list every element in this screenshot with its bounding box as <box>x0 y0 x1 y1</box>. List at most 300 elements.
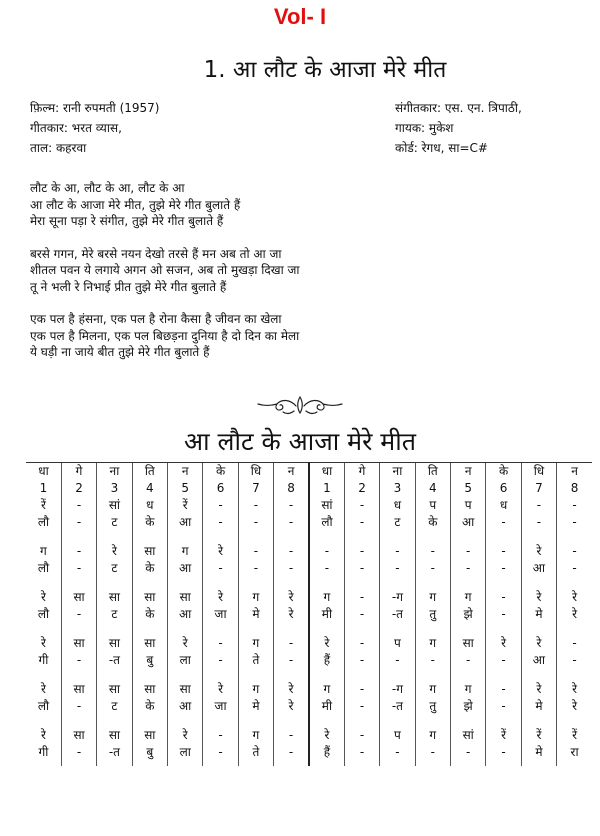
notation-cell: 1 <box>309 480 344 497</box>
notation-spacer-cell <box>274 577 309 589</box>
notation-cell: रे <box>203 681 238 698</box>
notation-spacer-cell <box>380 577 415 589</box>
notation-cell: रे <box>40 682 46 696</box>
notation-cell: मे <box>238 606 273 623</box>
notation-cell: सा <box>132 589 167 606</box>
swara-row <box>26 543 592 560</box>
notation-spacer-cell <box>415 761 450 766</box>
notation-cell: 2 <box>61 480 96 497</box>
lyrics-stanza <box>30 180 300 230</box>
notation-cell: के <box>132 698 167 715</box>
notation-cell: मी <box>309 698 344 715</box>
notation-cell: - <box>238 497 273 514</box>
lyric-line: लौट के आ, लौट के आ, लौट के आ <box>30 181 185 195</box>
notation-cell: - <box>61 652 96 669</box>
swara-row <box>26 635 592 652</box>
notation-spacer-cell <box>521 623 556 635</box>
notation-table <box>26 462 592 766</box>
notation-cell: 5 <box>168 480 203 497</box>
notation-cell: - <box>344 652 379 669</box>
notation-cell: आ <box>521 560 556 577</box>
notation-cell: - <box>344 744 379 761</box>
notation-spacer-cell <box>486 715 521 727</box>
notation-cell: रे <box>274 698 309 715</box>
notation-cell: सा <box>168 681 203 698</box>
notation-cell: आ <box>168 514 203 531</box>
notation-spacer-cell <box>61 669 96 681</box>
notation-cell: 8 <box>557 480 592 497</box>
notation-cell: हैं <box>309 744 344 761</box>
volume-label: Vol- I <box>273 4 327 29</box>
notation-spacer-cell <box>557 715 592 727</box>
notation-spacer-cell <box>274 715 309 727</box>
notation-cell: रे <box>274 606 309 623</box>
notation-cell: सा <box>132 681 167 698</box>
notation-cell: मे <box>238 698 273 715</box>
notation-cell: 6 <box>486 480 521 497</box>
notation-spacer-cell <box>97 669 132 681</box>
notation-cell: लौ <box>37 561 50 575</box>
notation-cell: रें <box>521 727 556 744</box>
notation-cell: रे <box>40 728 46 742</box>
swara-row <box>26 681 592 698</box>
notation-cell: 4 <box>415 480 450 497</box>
notation-spacer-cell <box>486 623 521 635</box>
notation-cell: - <box>521 497 556 514</box>
notation-spacer-cell <box>97 531 132 543</box>
notation-spacer-cell <box>274 623 309 635</box>
notation-cell: रें <box>40 498 46 512</box>
notation-cell: ना <box>97 463 132 481</box>
notation-cell: - <box>61 543 96 560</box>
notation-cell: - <box>344 698 379 715</box>
notation-cell: 2 <box>344 480 379 497</box>
notation-spacer-cell <box>451 623 486 635</box>
notation-cell: - <box>203 560 238 577</box>
notation-cell: ग <box>238 635 273 652</box>
notation-cell: के <box>132 560 167 577</box>
notation-cell: - <box>203 635 238 652</box>
notation-cell: - <box>344 543 379 560</box>
notation-cell: - <box>380 543 415 560</box>
notation-cell: ग <box>309 589 344 606</box>
notation-spacer-cell <box>451 761 486 766</box>
notation-spacer-cell <box>415 623 450 635</box>
notation-spacer-cell <box>203 531 238 543</box>
notation-cell: ग <box>168 543 203 560</box>
notation-cell: रे <box>557 681 592 698</box>
notation-spacer-cell <box>168 669 203 681</box>
notation-spacer-cell <box>61 531 96 543</box>
notation-cell: 7 <box>238 480 273 497</box>
notation-cell: रे <box>557 698 592 715</box>
notation-cell: ध <box>132 497 167 514</box>
notation-cell: ग <box>451 589 486 606</box>
notation-cell: बु <box>132 652 167 669</box>
notation-cell: ट <box>97 560 132 577</box>
notation-cell: प <box>380 635 415 652</box>
notation-spacer-cell <box>203 761 238 766</box>
notation-spacer-cell <box>557 669 592 681</box>
notation-spacer-cell <box>486 577 521 589</box>
notation-cell: ति <box>132 463 167 481</box>
notation-cell: - <box>415 744 450 761</box>
notation-cell: - <box>203 652 238 669</box>
notation-cell: - <box>557 543 592 560</box>
notation-cell: - <box>61 560 96 577</box>
notation-cell: - <box>344 560 379 577</box>
notation-cell: ट <box>97 606 132 623</box>
notation-cell: ग <box>40 544 47 558</box>
notation-cell: सां <box>97 497 132 514</box>
notation-cell: -त <box>97 744 132 761</box>
notation-spacer-cell <box>132 623 167 635</box>
notation-cell: - <box>274 560 309 577</box>
notation-cell: - <box>451 744 486 761</box>
lyric-line: ये घड़ी ना जाये बीत तुझे मेरे गीत बुलाते हैं <box>30 345 210 359</box>
notation-cell: सां <box>451 727 486 744</box>
lyric-syllable-row <box>26 698 592 715</box>
notation-cell: गी <box>38 745 49 759</box>
lyric-line: शीतल पवन ये लगाये अगन ओ सजन, अब तो मुखड़ा दिखा जा <box>30 263 300 277</box>
notation-cell: - <box>274 727 309 744</box>
chords-info: कोर्ड: रेगध, सा=C# <box>395 141 488 155</box>
notation-cell: रे <box>557 589 592 606</box>
notation-cell: रे <box>203 589 238 606</box>
notation-cell: - <box>203 497 238 514</box>
notation-cell: - <box>344 589 379 606</box>
song-title: 1. आ लौट के आजा मेरे मीत <box>203 57 447 83</box>
notation-spacer <box>26 715 592 727</box>
notation-cell: -त <box>380 606 415 623</box>
notation-cell: ग <box>309 681 344 698</box>
notation-cell: तु <box>415 698 450 715</box>
notation-spacer-cell <box>168 715 203 727</box>
notation-cell: रें <box>168 497 203 514</box>
composer-info: संगीतकार: एस. एन. त्रिपाठी, <box>395 101 522 115</box>
notation-cell: 1 <box>39 481 48 495</box>
lyrics-stanza <box>30 311 300 361</box>
notation-cell: ना <box>380 463 415 481</box>
notation-cell: ट <box>97 698 132 715</box>
notation-cell: - <box>274 635 309 652</box>
notation-cell: 7 <box>521 480 556 497</box>
notation-cell: मी <box>309 606 344 623</box>
taal-info: ताल: कहरवा <box>30 141 87 155</box>
notation-spacer-cell <box>451 715 486 727</box>
notation-cell: मे <box>521 606 556 623</box>
notation-cell: सा <box>132 543 167 560</box>
song-meta-right <box>395 98 522 158</box>
lyric-syllable-row <box>26 652 592 669</box>
notation-cell: लौ <box>37 607 50 621</box>
notation-spacer-cell <box>344 715 379 727</box>
notation-cell: रे <box>309 635 344 652</box>
notation-spacer-cell <box>238 669 273 681</box>
notation-cell: - <box>344 606 379 623</box>
notation-cell: - <box>203 727 238 744</box>
notation-spacer-cell <box>132 761 167 766</box>
notation-cell: धि <box>238 463 273 481</box>
notation-spacer-cell <box>486 761 521 766</box>
notation-spacer-cell <box>168 577 203 589</box>
notation-cell: तु <box>415 606 450 623</box>
notation-cell: सा <box>97 635 132 652</box>
notation-spacer-cell <box>61 761 96 766</box>
notation-cell: - <box>415 652 450 669</box>
notation-spacer-cell <box>61 623 96 635</box>
notation-spacer-cell <box>309 531 344 543</box>
notation-cell: रे <box>521 589 556 606</box>
notation-cell: - <box>61 744 96 761</box>
notation-spacer-cell <box>203 623 238 635</box>
notation-cell: न <box>451 463 486 481</box>
notation-cell: ग <box>415 589 450 606</box>
notation-spacer-cell <box>61 577 96 589</box>
notation-spacer-cell <box>521 669 556 681</box>
notation-cell: गे <box>61 463 96 481</box>
notation-spacer-cell <box>203 715 238 727</box>
notation-cell: - <box>486 744 521 761</box>
notation-spacer-cell <box>557 623 592 635</box>
notation-spacer-cell <box>97 715 132 727</box>
notation-cell: के <box>132 606 167 623</box>
notation-spacer-cell <box>486 669 521 681</box>
notation-cell: 5 <box>451 480 486 497</box>
notation-spacer-cell <box>132 669 167 681</box>
notation-cell: ग <box>238 681 273 698</box>
notation-spacer-cell <box>97 623 132 635</box>
notation-cell: धा <box>309 463 344 481</box>
notation-spacer-cell <box>521 761 556 766</box>
lyricist-info: गीतकार: भरत व्यास, <box>30 121 122 135</box>
notation-cell: सां <box>309 497 344 514</box>
flourish-divider-icon <box>250 394 350 418</box>
notation-cell: लौ <box>37 699 50 713</box>
notation-cell: 6 <box>203 480 238 497</box>
notation-spacer-cell <box>274 669 309 681</box>
notation-cell: - <box>557 560 592 577</box>
notation-cell: - <box>274 744 309 761</box>
notation-cell: रे <box>40 636 46 650</box>
notation-spacer-cell <box>168 761 203 766</box>
notation-cell: आ <box>521 652 556 669</box>
notation-spacer-cell <box>26 715 61 727</box>
notation-cell: गी <box>38 653 49 667</box>
notation-cell: - <box>415 560 450 577</box>
notation-cell: सा <box>61 681 96 698</box>
notation-spacer <box>26 669 592 681</box>
notation-cell: रे <box>40 590 46 604</box>
notation-cell: - <box>61 698 96 715</box>
notation-cell: - <box>557 652 592 669</box>
notation-cell: हैं <box>309 652 344 669</box>
notation-cell: - <box>309 560 344 577</box>
notation-spacer-cell <box>26 761 61 766</box>
notation-cell: ला <box>168 652 203 669</box>
notation-cell: - <box>486 698 521 715</box>
notation-cell: -त <box>380 698 415 715</box>
notation-spacer-cell <box>486 531 521 543</box>
notation-cell: - <box>486 560 521 577</box>
notation-spacer-cell <box>238 623 273 635</box>
notation-cell: 4 <box>132 480 167 497</box>
notation-cell: ट <box>380 514 415 531</box>
lyric-syllable-row <box>26 744 592 761</box>
notation-spacer-cell <box>344 669 379 681</box>
beat-row <box>26 480 592 497</box>
notation-cell: रे <box>274 589 309 606</box>
notation-cell: - <box>451 560 486 577</box>
notation-cell: ट <box>97 514 132 531</box>
notation-cell: -ग <box>380 589 415 606</box>
notation-cell: - <box>203 744 238 761</box>
notation-cell: - <box>380 744 415 761</box>
notation-spacer-cell <box>132 715 167 727</box>
notation-spacer-cell <box>415 577 450 589</box>
notation-cell: रे <box>168 727 203 744</box>
notation-cell: - <box>451 652 486 669</box>
notation-cell: आ <box>451 514 486 531</box>
notation-spacer-cell <box>309 715 344 727</box>
swara-row <box>26 589 592 606</box>
notation-spacer-cell <box>26 531 61 543</box>
notation-spacer-cell <box>26 669 61 681</box>
swara-row <box>26 727 592 744</box>
notation-cell: -त <box>97 652 132 669</box>
notation-cell: ग <box>415 681 450 698</box>
notation-cell: धि <box>521 463 556 481</box>
bol-row <box>26 463 592 481</box>
notation-spacer-cell <box>26 623 61 635</box>
notation-cell: सा <box>61 727 96 744</box>
notation-cell: रे <box>521 543 556 560</box>
notation-cell: - <box>344 727 379 744</box>
notation-spacer-cell <box>344 623 379 635</box>
notation-cell: ते <box>238 652 273 669</box>
notation-spacer-cell <box>344 761 379 766</box>
notation-cell: सा <box>97 727 132 744</box>
notation-cell: जा <box>203 698 238 715</box>
notation-cell: -ग <box>380 681 415 698</box>
notation-cell: - <box>486 606 521 623</box>
notation-spacer-cell <box>380 531 415 543</box>
notation-cell: - <box>309 543 344 560</box>
notation-cell: सा <box>97 681 132 698</box>
notation-spacer-cell <box>61 715 96 727</box>
notation-cell: - <box>61 497 96 514</box>
notation-cell: - <box>486 589 521 606</box>
notation-cell: आ <box>168 698 203 715</box>
notation-spacer-cell <box>415 531 450 543</box>
notation-cell: - <box>557 635 592 652</box>
notation-spacer-cell <box>132 577 167 589</box>
notation-spacer-cell <box>451 577 486 589</box>
notation-cell: ग <box>451 681 486 698</box>
notation-cell: आ <box>168 606 203 623</box>
notation-spacer-cell <box>380 623 415 635</box>
notation-spacer-cell <box>274 761 309 766</box>
notation-cell: - <box>238 543 273 560</box>
notation-spacer-cell <box>309 669 344 681</box>
notation-cell: रे <box>168 635 203 652</box>
notation-cell: लौ <box>37 515 50 529</box>
notation-spacer-cell <box>451 669 486 681</box>
notation-cell: रे <box>486 635 521 652</box>
notation-cell: - <box>380 652 415 669</box>
notation-cell: रे <box>97 543 132 560</box>
notation-cell: झे <box>451 606 486 623</box>
notation-cell: रे <box>203 543 238 560</box>
notation-cell: प <box>380 727 415 744</box>
notation-spacer <box>26 623 592 635</box>
lyric-line: मेरा सूना पड़ा रे संगीत, तुझे मेरे गीत बुलाते हैं <box>30 214 224 228</box>
film-info: फ़िल्म: रानी रुपमती (1957) <box>30 101 160 115</box>
lyric-line: तू ने भली रे निभाई प्रीत तुझे मेरे गीत बुलाते हैं <box>30 279 227 294</box>
notation-spacer-cell <box>309 623 344 635</box>
notation-cell: - <box>486 514 521 531</box>
notation-cell: ति <box>415 463 450 481</box>
notation-cell: - <box>274 543 309 560</box>
notation-spacer-cell <box>97 577 132 589</box>
notation-cell: - <box>380 560 415 577</box>
notation-spacer-cell <box>344 531 379 543</box>
notation-spacer-cell <box>415 669 450 681</box>
notation-spacer-cell <box>521 531 556 543</box>
song-meta-left <box>30 98 159 158</box>
notation-spacer-cell <box>557 761 592 766</box>
notation-cell: रें <box>486 727 521 744</box>
notation-cell: - <box>486 652 521 669</box>
singer-info: गायक: मुकेश <box>395 121 454 135</box>
notation-spacer-cell <box>415 715 450 727</box>
notation-spacer-cell <box>344 577 379 589</box>
notation-cell: ध <box>486 497 521 514</box>
notation-cell: के <box>415 514 450 531</box>
notation-cell: रे <box>521 681 556 698</box>
notation-spacer-cell <box>97 761 132 766</box>
notation-spacer-cell <box>238 531 273 543</box>
notation-cell: - <box>344 681 379 698</box>
notation-spacer-cell <box>238 715 273 727</box>
lyric-line: एक पल है मिलना, एक पल बिछड़ना दुनिया है दो दिन का मेला <box>30 328 300 343</box>
notation-spacer-cell <box>309 761 344 766</box>
notation-spacer-cell <box>168 623 203 635</box>
notation-cell: - <box>238 560 273 577</box>
notation-cell: सा <box>61 635 96 652</box>
notation-cell: ग <box>415 727 450 744</box>
notation-cell: ग <box>415 635 450 652</box>
notation-cell: ला <box>168 744 203 761</box>
notation-cell: - <box>61 514 96 531</box>
lyric-line: आ लौट के आजा मेरे मीत, तुझे मेरे गीत बुलाते हैं <box>30 197 241 212</box>
notation-cell: ग <box>238 727 273 744</box>
notation-cell: सा <box>451 635 486 652</box>
notation-spacer-cell <box>238 761 273 766</box>
notation-cell: आ <box>168 560 203 577</box>
notation-spacer-cell <box>203 577 238 589</box>
notation-cell: - <box>203 514 238 531</box>
notation-cell: के <box>486 463 521 481</box>
notation-cell: गे <box>344 463 379 481</box>
notation-cell: सा <box>132 635 167 652</box>
notation-cell: ध <box>380 497 415 514</box>
notation-title: आ लौट के आजा मेरे मीत <box>184 427 416 456</box>
notation-cell: के <box>203 463 238 481</box>
notation-cell: मे <box>521 744 556 761</box>
notation-cell: प <box>451 497 486 514</box>
notation-spacer-cell <box>168 531 203 543</box>
